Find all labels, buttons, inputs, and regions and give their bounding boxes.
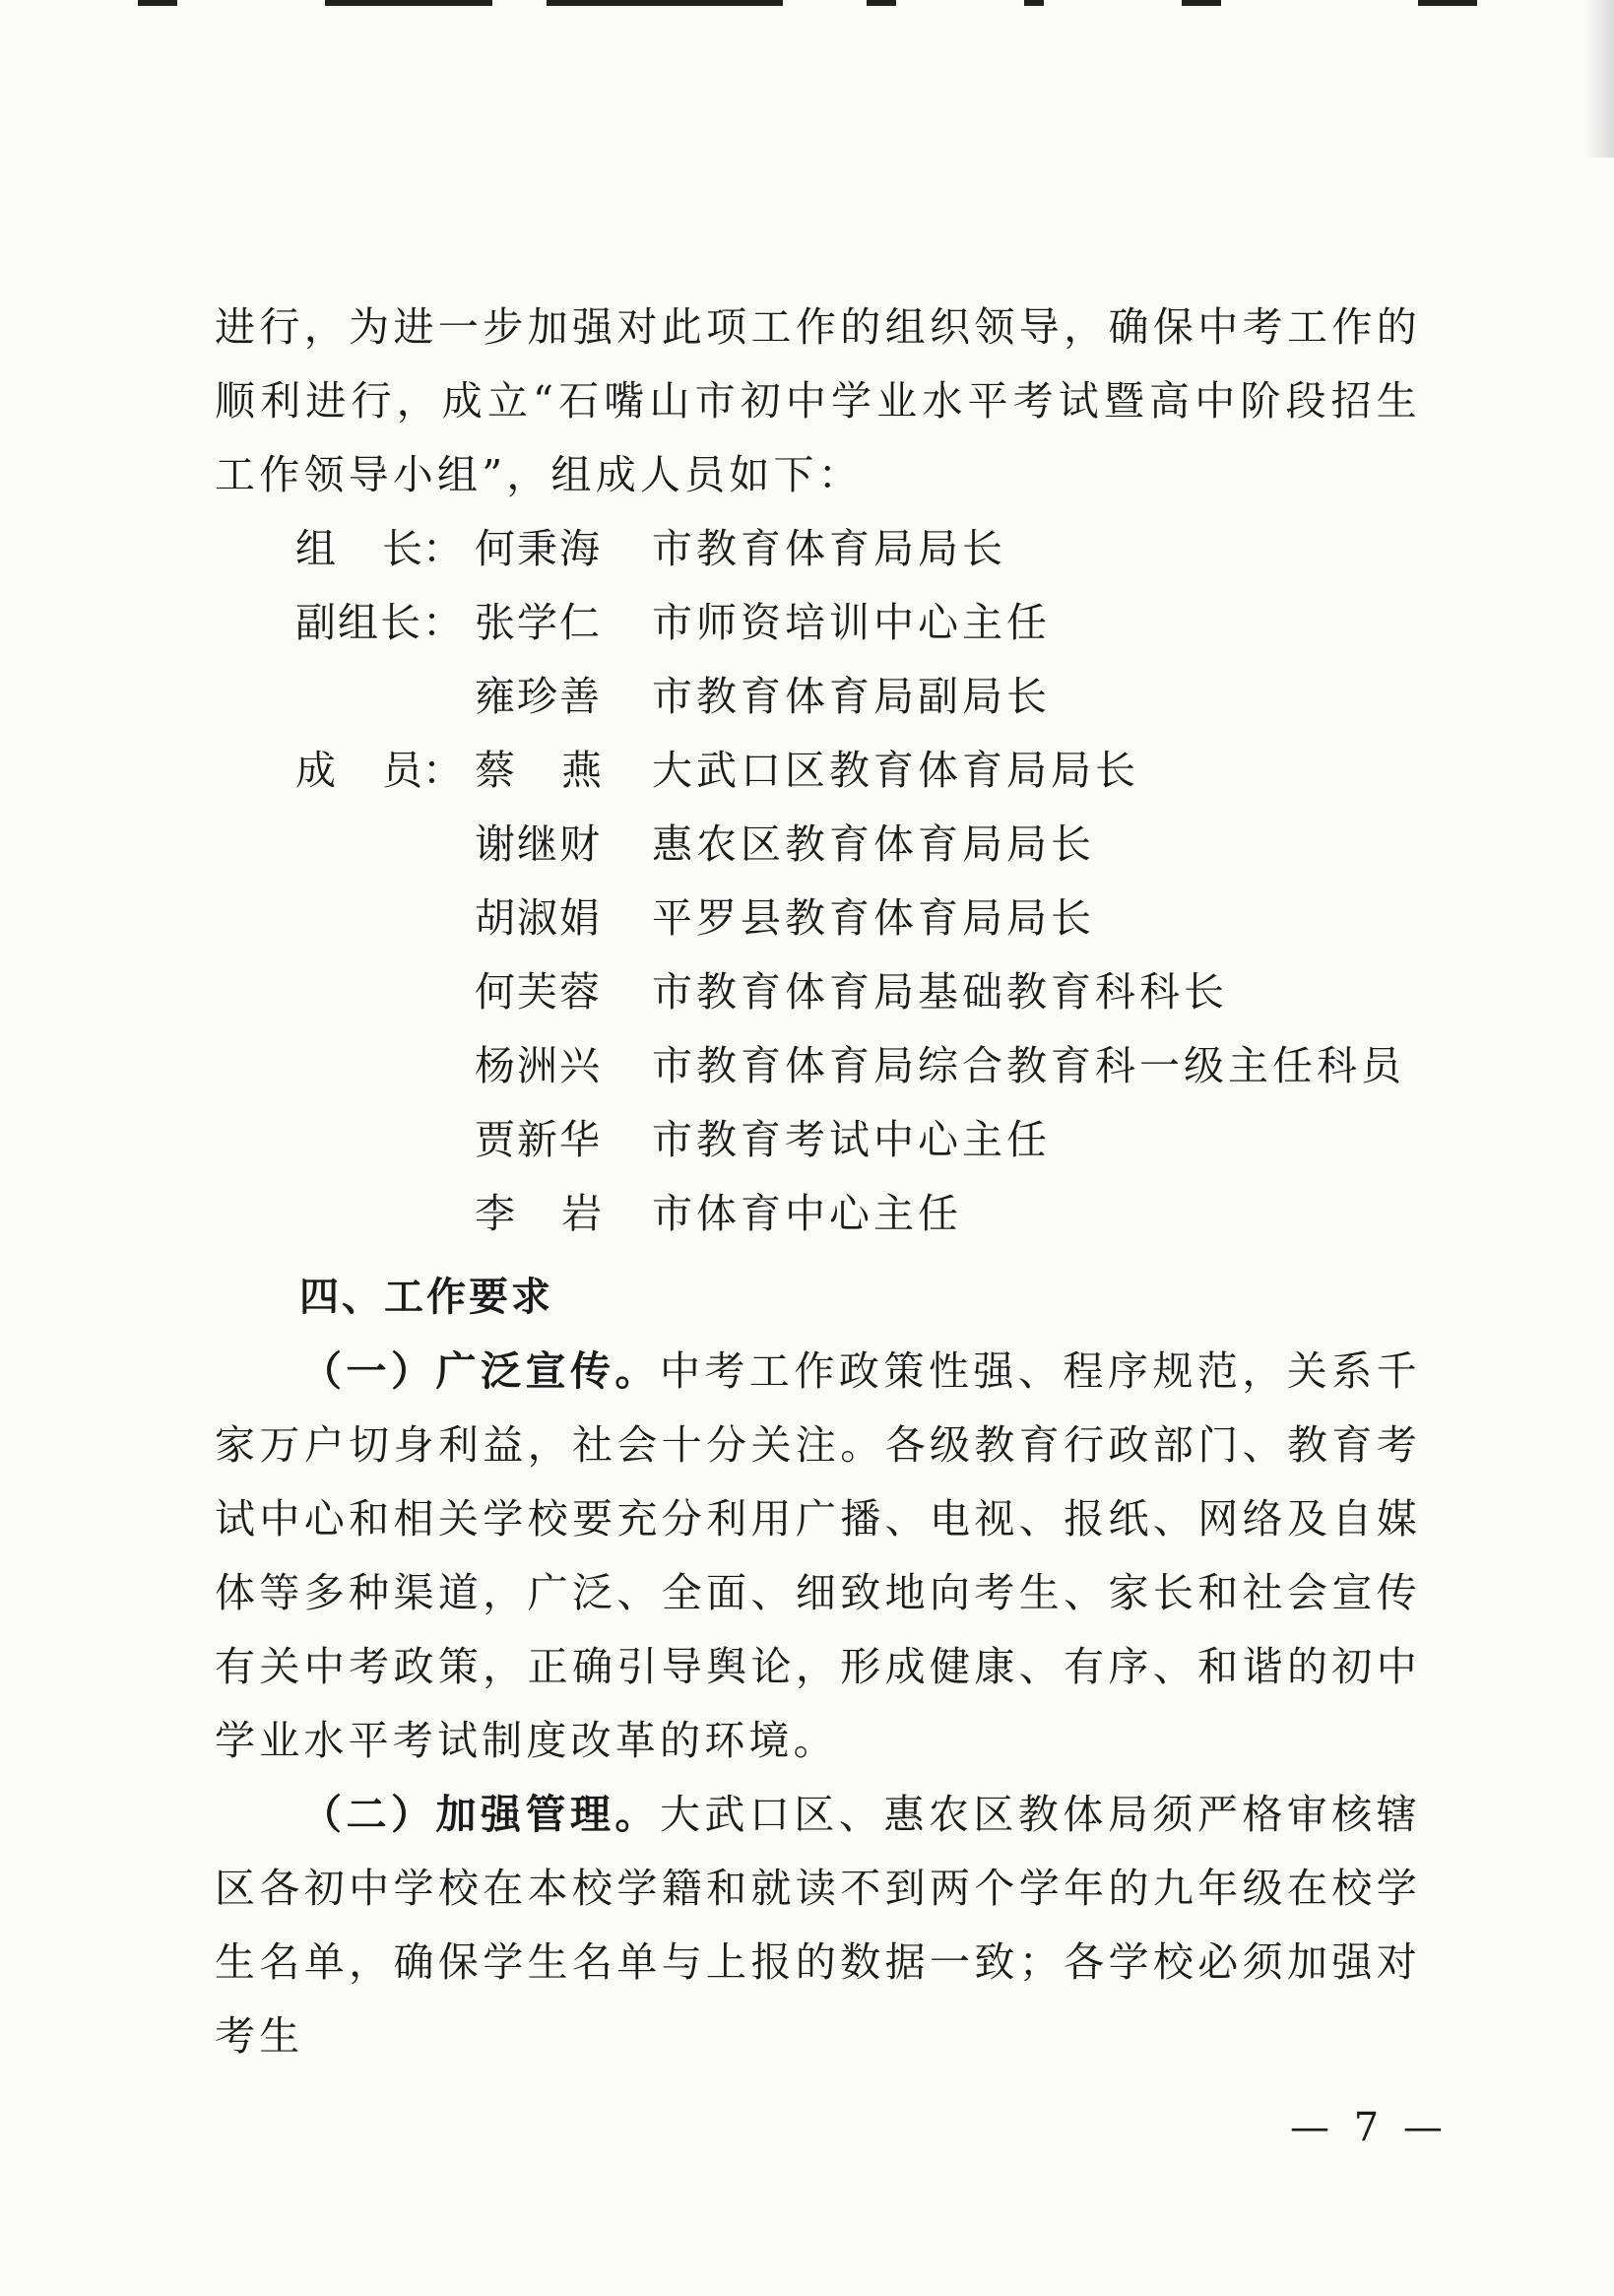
roster-name: 胡淑娟 [475, 894, 602, 942]
roster-role: 副组长： [295, 599, 465, 646]
item-2-text: 大武口区、惠农区教体局须严格审核辖区各初中学校在本校学籍和就读不到两个学年的九年级在校学生名单，确保学生名单与上报的数据一致；各学校必须加强对考生 [215, 1791, 1421, 2060]
roster-name: 何芙蓉 [475, 968, 602, 1016]
roster-row [295, 1177, 1477, 1251]
roster-title: 市教育考试中心主任 [652, 1116, 1051, 1163]
roster-name: 杨洲兴 [475, 1042, 602, 1089]
item-2-label: （二）加强管理。 [301, 1791, 660, 1838]
roster-row [295, 955, 1477, 1029]
roster-role: 成 员： [295, 747, 463, 794]
roster-name: 贾新华 [475, 1116, 602, 1163]
roster-name: 李 岩 [475, 1190, 602, 1237]
intro-paragraph: 进行，为进一步加强对此项工作的组织领导，确保中考工作的顺利进行，成立“石嘴山市初中学业水平考试暨高中阶段招生工作领导小组”，组成人员如下： [215, 303, 1421, 498]
roster-title: 市教育体育局综合教育科一级主任科员 [652, 1042, 1405, 1089]
item-1-label: （一）广泛宣传。 [301, 1347, 660, 1395]
roster-row [295, 512, 1477, 586]
roster-title: 市体育中心主任 [652, 1190, 962, 1237]
item-1-paragraph [215, 1335, 1421, 1778]
roster-role: 组 长： [295, 525, 463, 572]
item-2-paragraph [215, 1778, 1421, 2073]
scan-edge-shadow [1584, 0, 1614, 158]
leadership-roster [295, 512, 1477, 1251]
roster-name: 雍珍善 [475, 673, 602, 720]
roster-title: 市教育体育局副局长 [652, 673, 1051, 720]
roster-row [295, 808, 1477, 882]
roster-row [295, 660, 1477, 734]
roster-row [295, 586, 1477, 660]
roster-row [295, 1103, 1477, 1177]
roster-name: 谢继财 [475, 820, 602, 868]
page-number: — 7 — [1290, 2105, 1449, 2150]
section-heading: 四、工作要求 [299, 1275, 553, 1320]
roster-title: 平罗县教育体育局局长 [652, 894, 1095, 942]
roster-name: 蔡 燕 [475, 747, 602, 794]
roster-title: 市师资培训中心主任 [652, 599, 1051, 646]
roster-title: 惠农区教育体育局局长 [652, 820, 1095, 868]
roster-title: 市教育体育局基础教育科科长 [652, 968, 1228, 1016]
roster-name: 张学仁 [475, 599, 602, 646]
roster-row [295, 882, 1477, 955]
roster-title: 大武口区教育体育局局长 [652, 747, 1139, 794]
roster-name: 何秉海 [475, 525, 602, 572]
top-edge-artifact [0, 0, 1614, 14]
roster-title: 市教育体育局局长 [652, 525, 1006, 572]
roster-row [295, 734, 1477, 808]
roster-row [295, 1029, 1477, 1103]
item-1-text: 中考工作政策性强、程序规范，关系千家万户切身利益，社会十分关注。各级教育行政部门、教育考试中心和相关学校要充分利用广播、电视、报纸、网络及自媒体等多种渠道，广泛、全面、细致地向考生、家长和社会宣传有关中考政策，正确引导舆论，形成健康、有序、和谐的初中学业水平考试制度改革的环境。 [215, 1347, 1421, 1764]
